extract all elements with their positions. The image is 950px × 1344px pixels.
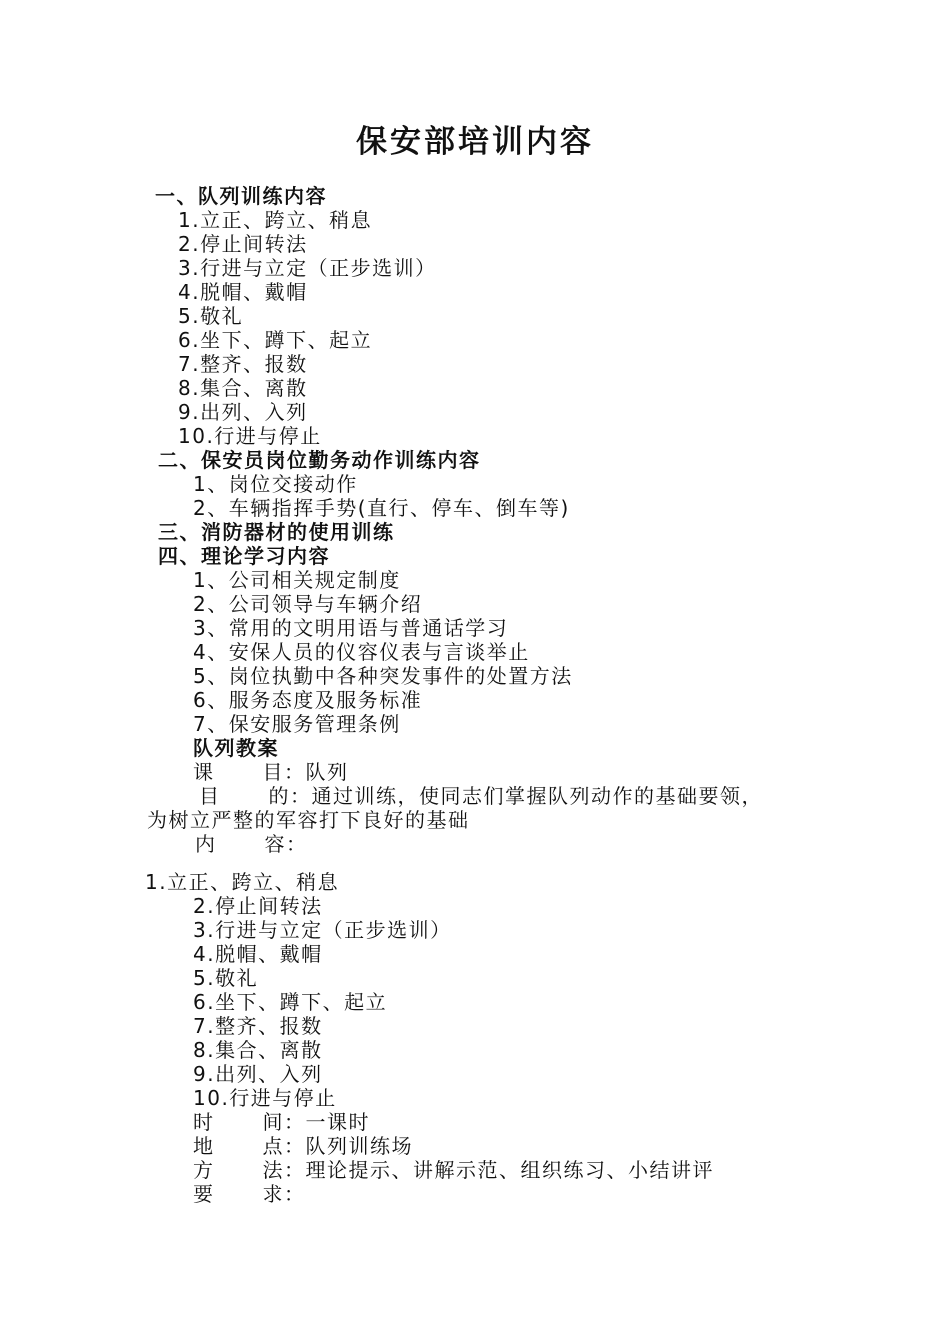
list-item: 8.集合、离散	[178, 376, 308, 400]
field-value: 理论提示、讲解示范、组织练习、小结讲评	[305, 1158, 714, 1182]
lesson-requirement-row	[193, 1182, 306, 1206]
field-label: 的：	[268, 784, 312, 808]
lesson-place-row	[193, 1134, 413, 1158]
page-title: 保安部培训内容	[356, 124, 594, 160]
list-item: 6.坐下、蹲下、起立	[193, 990, 388, 1014]
list-item: 9.出列、入列	[193, 1062, 323, 1086]
list-item: 5.敬礼	[178, 304, 244, 328]
section-heading-theory: 四、理论学习内容	[158, 544, 330, 568]
field-label: 求：	[262, 1182, 306, 1206]
field-label: 方	[193, 1158, 215, 1182]
list-item: 4、安保人员的仪容仪表与言谈举止	[193, 640, 530, 664]
field-label: 内	[195, 832, 217, 856]
list-item: 7.整齐、报数	[178, 352, 308, 376]
field-label: 地	[193, 1134, 215, 1158]
list-item: 4.脱帽、戴帽	[178, 280, 308, 304]
field-label: 目：	[262, 760, 306, 784]
list-item: 10.行进与停止	[193, 1086, 337, 1110]
section-heading-fire: 三、消防器材的使用训练	[158, 520, 395, 544]
lesson-content-row	[195, 832, 308, 856]
list-item: 1、岗位交接动作	[193, 472, 358, 496]
list-item: 2、车辆指挥手势(直行、停车、倒车等)	[193, 496, 570, 520]
list-item: 9.出列、入列	[178, 400, 308, 424]
list-item: 1.立正、跨立、稍息	[145, 870, 340, 894]
field-label: 点：	[262, 1134, 306, 1158]
list-item: 2、公司领导与车辆介绍	[193, 592, 423, 616]
list-item: 4.脱帽、戴帽	[193, 942, 323, 966]
list-item: 10.行进与停止	[178, 424, 322, 448]
field-value: 一课时	[305, 1110, 370, 1134]
lesson-purpose-continuation: 为树立严整的军容打下良好的基础	[147, 808, 470, 832]
list-item: 2.停止间转法	[193, 894, 323, 918]
list-item: 3.行进与立定（正步选训）	[193, 918, 452, 942]
field-value: 队列训练场	[305, 1134, 413, 1158]
list-item: 1.立正、跨立、稍息	[178, 208, 373, 232]
field-label: 容：	[264, 832, 308, 856]
field-label: 时	[193, 1110, 215, 1134]
lesson-heading: 队列教案	[193, 736, 279, 760]
section-heading-drill: 一、队列训练内容	[155, 184, 327, 208]
list-item: 7.整齐、报数	[193, 1014, 323, 1038]
list-item: 6、服务态度及服务标准	[193, 688, 423, 712]
field-label: 课	[193, 760, 215, 784]
lesson-time-row	[193, 1110, 370, 1134]
list-item: 5.敬礼	[193, 966, 259, 990]
field-label: 法：	[262, 1158, 306, 1182]
field-label: 目	[199, 784, 221, 808]
list-item: 1、公司相关规定制度	[193, 568, 401, 592]
field-label: 要	[193, 1182, 215, 1206]
lesson-method-row	[193, 1158, 714, 1182]
list-item: 7、保安服务管理条例	[193, 712, 401, 736]
lesson-purpose-row	[199, 784, 763, 808]
section-heading-duty: 二、保安员岗位勤务动作训练内容	[158, 448, 481, 472]
list-item: 3、常用的文明用语与普通话学习	[193, 616, 509, 640]
lesson-subject-row	[193, 760, 349, 784]
list-item: 2.停止间转法	[178, 232, 308, 256]
list-item: 6.坐下、蹲下、起立	[178, 328, 373, 352]
field-value: 通过训练，使同志们掌握队列动作的基础要领，	[311, 784, 763, 808]
field-label: 间：	[262, 1110, 306, 1134]
field-value: 队列	[305, 760, 349, 784]
list-item: 8.集合、离散	[193, 1038, 323, 1062]
list-item: 3.行进与立定（正步选训）	[178, 256, 437, 280]
list-item: 5、岗位执勤中各种突发事件的处置方法	[193, 664, 573, 688]
